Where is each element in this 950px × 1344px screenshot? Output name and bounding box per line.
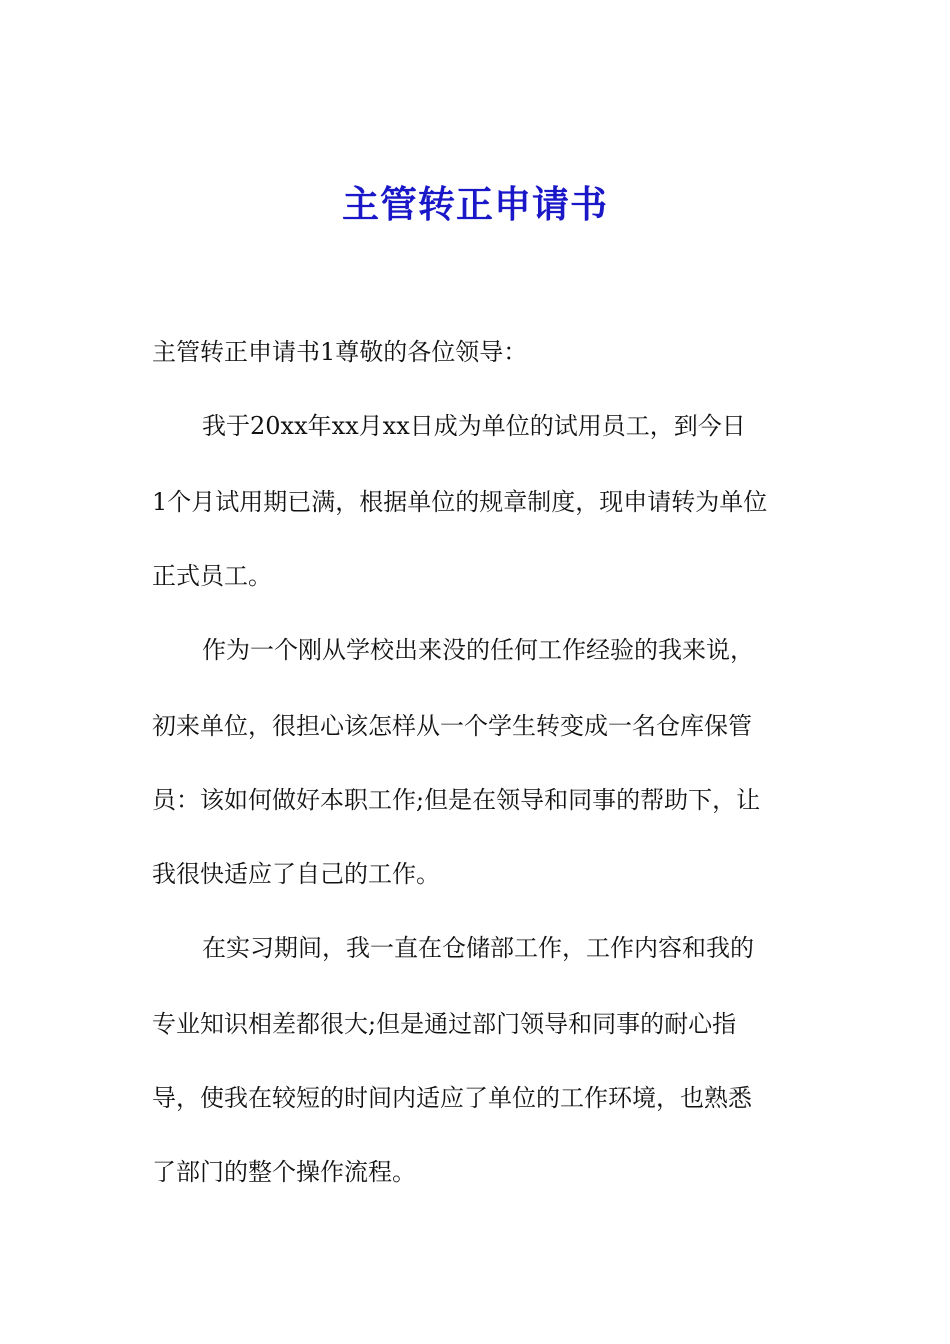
paragraph-2-line-4: 我很快适应了自己的工作。 <box>152 860 440 888</box>
paragraph-2-line-3: 员：该如何做好本职工作;但是在领导和同事的帮助下，让 <box>152 786 761 814</box>
paragraph-3-line-4: 了部门的整个操作流程。 <box>152 1158 416 1186</box>
paragraph-1-line-3: 正式员工。 <box>152 562 272 590</box>
document-title: 主管转正申请书 <box>342 182 608 226</box>
salutation-line: 主管转正申请书1尊敬的各位领导： <box>152 338 528 366</box>
paragraph-1-line-2: 1个月试用期已满，根据单位的规章制度，现申请转为单位 <box>152 488 768 516</box>
paragraph-2-line-2: 初来单位，很担心该怎样从一个学生转变成一名仓库保管 <box>152 712 752 740</box>
paragraph-2-line-1: 作为一个刚从学校出来没的任何工作经验的我来说， <box>202 636 754 664</box>
paragraph-3-line-2: 专业知识相差都很大;但是通过部门领导和同事的耐心指 <box>152 1010 737 1038</box>
paragraph-1-line-1: 我于20xx年xx月xx日成为单位的试用员工，到今日 <box>202 412 746 440</box>
paragraph-3-line-1: 在实习期间，我一直在仓储部工作，工作内容和我的 <box>202 934 754 962</box>
paragraph-3-line-3: 导，使我在较短的时间内适应了单位的工作环境，也熟悉 <box>152 1084 752 1112</box>
